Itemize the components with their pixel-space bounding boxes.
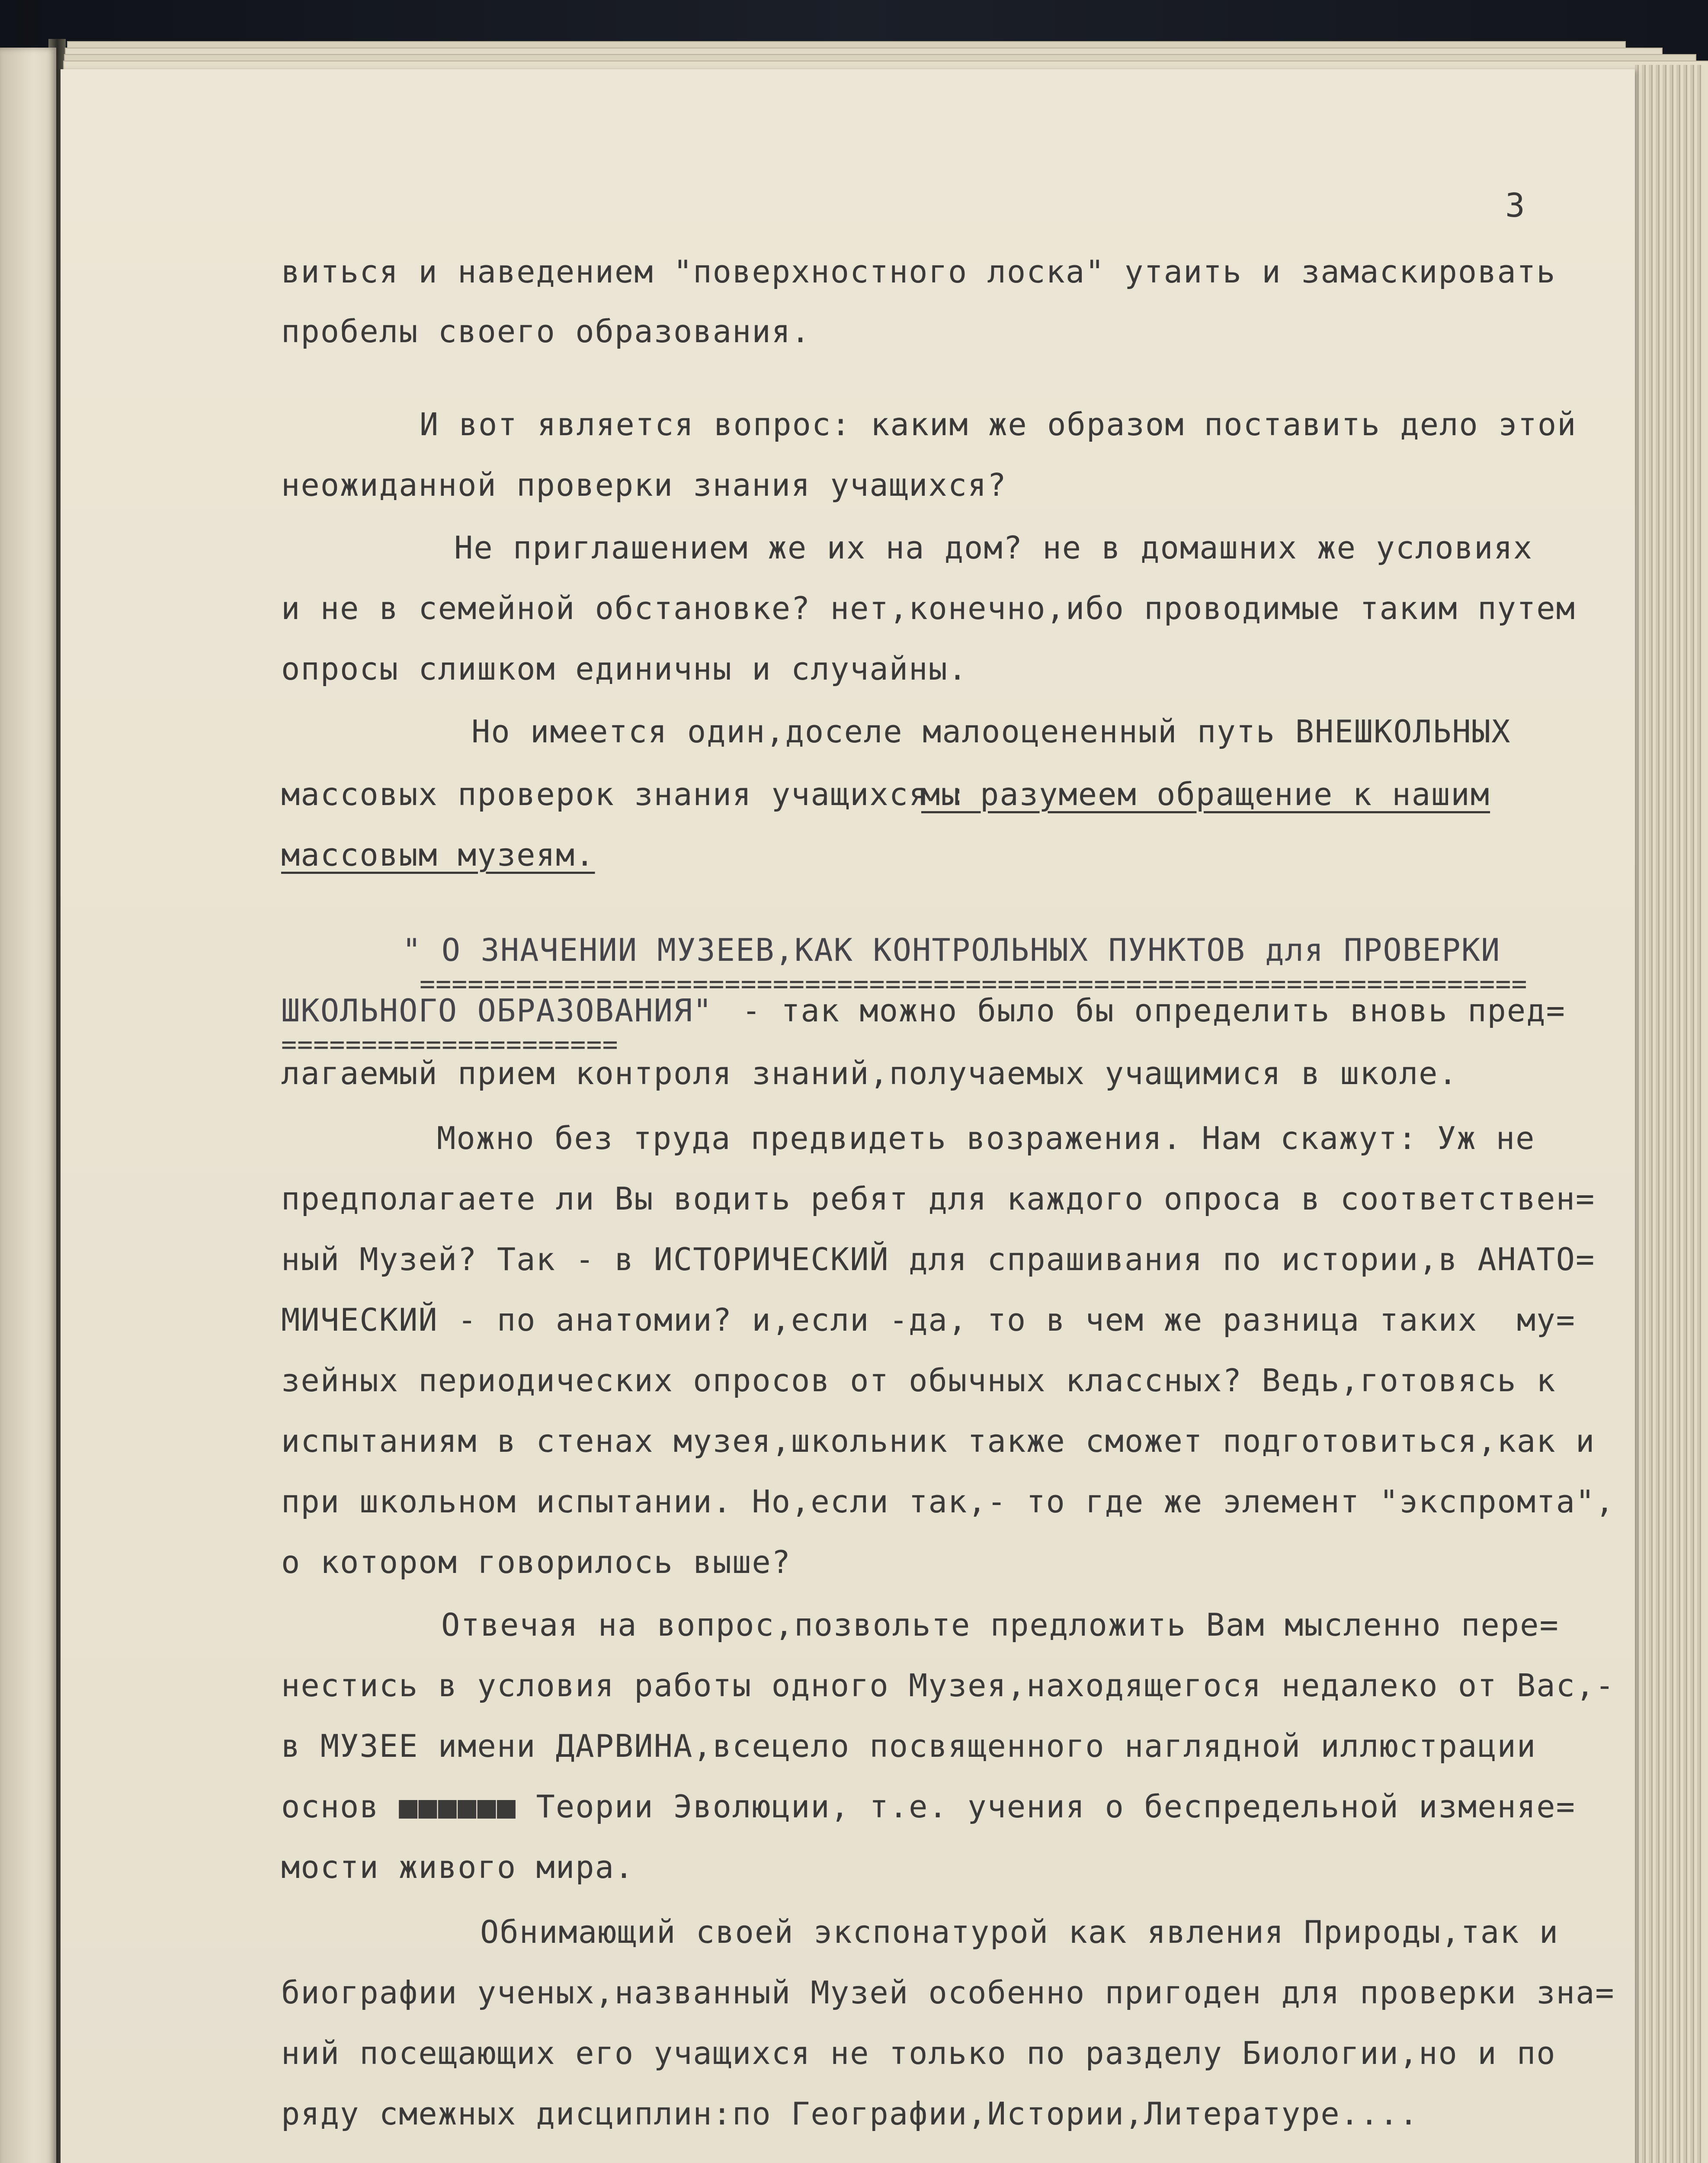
section-heading: ШКОЛЬНОГО ОБРАЗОВАНИЯ": [281, 992, 713, 1029]
text-line: опросы слишком единичны и случайны.: [281, 651, 968, 687]
text-line: виться и наведением "поверхностного лоска" утаить и замаскировать: [281, 254, 1556, 290]
text-line: лагаемый прием контроля знаний,получаемых учащимися в школе.: [281, 1055, 1458, 1091]
text-line: ряду смежных дисциплин:по Географии,Истории,Литературе....: [281, 2096, 1419, 2132]
text-line: пробелы своего образования.: [281, 313, 811, 350]
page-edges: [1635, 65, 1704, 2163]
text-line: неожиданной проверки знания учащихся?: [281, 467, 1007, 503]
text-line: Обнимающий своей экспонатурой как явления Природы,так и: [480, 1914, 1559, 1950]
text-line: при школьном испытании. Но,если так,- то где же элемент "экспромта",: [281, 1483, 1615, 1520]
underlined-phrase: мы разумеем обращение к нашим: [921, 776, 1490, 812]
text-line: Но имеется один,доселе малооцененный путь ВНЕШКОЛЬНЫХ: [471, 713, 1511, 750]
text-line: массовых проверок знания учащихся :: [281, 776, 968, 812]
text-line: в МУЗЕЕ имени ДАРВИНА,всецело посвященного наглядной иллюстрации: [281, 1728, 1537, 1764]
text-line: И вот является вопрос: каким же образом поставить дело этой: [420, 406, 1577, 443]
section-heading: " О ЗНАЧЕНИИ МУЗЕЕВ,КАК КОНТРОЛЬНЫХ ПУНКТОВ для ПРОВЕРКИ: [402, 932, 1501, 968]
typewritten-page: [61, 69, 1635, 2163]
text-line: основ ■■■■■■ Теории Эволюции, т.е. учения о беспредельной изменяе=: [281, 1788, 1576, 1825]
page-body: [61, 69, 1635, 2163]
text-line: испытаниям в стенах музея,школьник также сможет подготовиться,как и: [281, 1423, 1596, 1459]
text-line: ний посещающих его учащихся не только по разделу Биологии,но и по: [281, 2035, 1556, 2071]
text-line: - так можно было бы определить вновь пред=: [722, 992, 1566, 1029]
text-line: Можно без труда предвидеть возражения. Нам скажут: Уж не: [437, 1120, 1535, 1156]
left-page-edge: [0, 48, 56, 2163]
text-line: ный Музей? Так - в ИСТОРИЧЕСКИЙ для спрашивания по истории,в АНАТО=: [281, 1241, 1596, 1277]
double-rule: =====================================================================: [420, 969, 1528, 999]
underlined-phrase: массовым музеям.: [281, 837, 595, 873]
text-line: биографии ученых,названный Музей особенно пригоден для проверки зна=: [281, 1974, 1615, 2011]
text-line: Отвечая на вопрос,позвольте предложить Вам мысленно пере=: [441, 1607, 1559, 1643]
double-rule: =====================: [281, 1030, 618, 1060]
text-line: и не в семейной обстановке? нет,конечно,ибо проводимые таким путем: [281, 590, 1576, 626]
page-number: 3: [1505, 186, 1525, 225]
text-line: нестись в условия работы одного Музея,находящегося недалеко от Вас,-: [281, 1667, 1615, 1704]
text-line: о котором говорилось выше?: [281, 1544, 792, 1580]
text-line: мости живого мира.: [281, 1849, 634, 1885]
text-line: зейных периодических опросов от обычных классных? Ведь,готовясь к: [281, 1362, 1556, 1399]
text-line: МИЧЕСКИЙ - по анатомии? и,если -да, то в чем же разница таких му=: [281, 1302, 1576, 1338]
text-line: Не приглашением же их на дом? не в домашних же условиях: [454, 530, 1533, 566]
text-line: предполагаете ли Вы водить ребят для каждого опроса в соответствен=: [281, 1181, 1596, 1217]
